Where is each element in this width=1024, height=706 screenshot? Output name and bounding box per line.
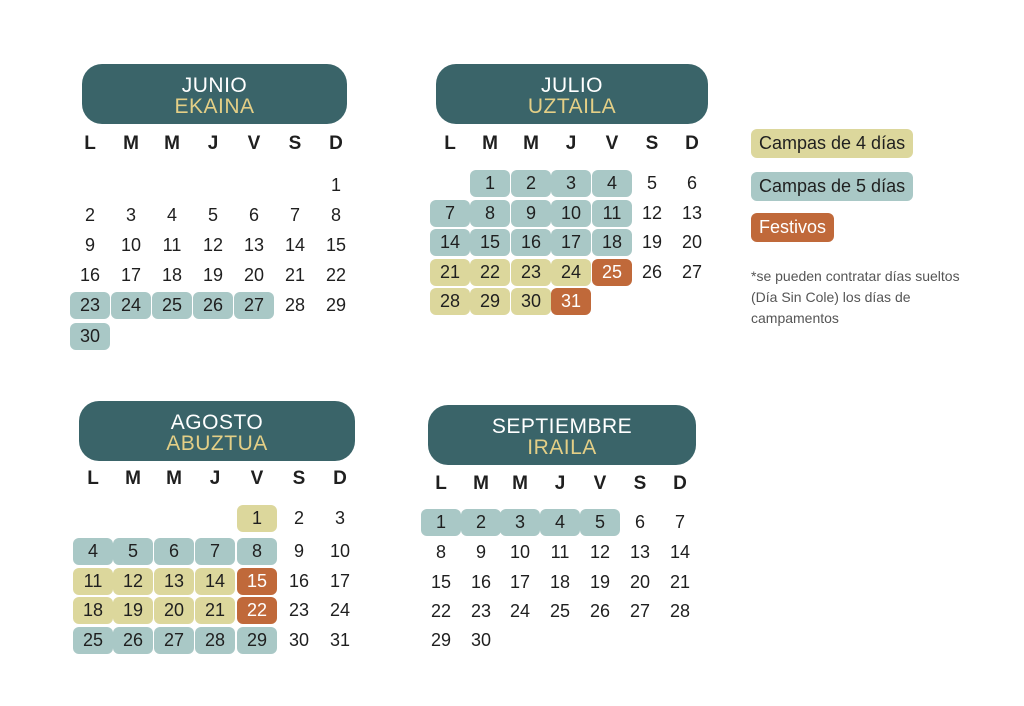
calendar-day: 20 (681, 232, 703, 252)
weekday-label: J (554, 473, 566, 494)
calendar-day: 5 (113, 538, 153, 565)
calendar-day: 10 (509, 542, 531, 562)
calendar-day: 28 (284, 295, 306, 315)
calendar-day: 18 (161, 265, 183, 285)
calendar-day: 6 (248, 205, 259, 225)
weekday-label: V (605, 133, 619, 154)
calendar-day: 10 (329, 541, 351, 561)
calendar-day: 27 (681, 262, 703, 282)
calendar-day: 17 (329, 571, 351, 591)
calendar-day: 7 (674, 512, 685, 532)
calendar-day: 13 (243, 235, 265, 255)
calendar-day: 27 (154, 627, 194, 654)
calendar-day: 11 (162, 235, 182, 255)
calendar-day: 28 (430, 288, 470, 315)
calendar-day: 14 (195, 568, 235, 595)
calendar-day: 2 (293, 508, 304, 528)
calendar-day: 15 (325, 235, 347, 255)
calendar-day: 8 (237, 538, 277, 565)
calendar-day: 11 (73, 568, 113, 595)
calendar-day: 24 (509, 601, 531, 621)
calendar-day: 4 (166, 205, 177, 225)
calendar-day: 25 (152, 292, 192, 319)
calendar-day: 5 (207, 205, 218, 225)
month-name-basque: ABUZTUA (166, 432, 268, 455)
calendar-day: 12 (113, 568, 153, 595)
calendar-day: 6 (634, 512, 645, 532)
calendar-day: 9 (84, 235, 95, 255)
calendar-day: 10 (551, 200, 591, 227)
weekday-label: M (523, 133, 539, 154)
month-name-basque: EKAINA (174, 95, 255, 118)
calendar-day: 22 (430, 601, 452, 621)
calendar-day: 31 (551, 288, 591, 315)
calendar-day: 13 (154, 568, 194, 595)
calendar-day: 24 (551, 259, 591, 286)
weekday-label: M (166, 468, 182, 489)
month-name-basque: IRAILA (527, 436, 597, 459)
weekday-label: L (87, 468, 99, 489)
weekday-label: D (333, 468, 347, 489)
calendar-day: 8 (470, 200, 510, 227)
calendar-day: 4 (73, 538, 113, 565)
calendar-day: 16 (79, 265, 101, 285)
legend-campas-5: Campas de 5 días (751, 172, 913, 201)
calendar-day: 21 (195, 597, 235, 624)
calendar-day: 3 (334, 508, 345, 528)
weekday-label: V (247, 133, 261, 154)
month-name: AGOSTO (170, 411, 264, 434)
calendar-day: 11 (592, 200, 632, 227)
calendar-day: 12 (589, 542, 611, 562)
weekday-label: S (292, 468, 306, 489)
calendar-day: 18 (592, 229, 632, 256)
calendar-day: 19 (589, 572, 611, 592)
calendar-day: 15 (470, 229, 510, 256)
weekday-label: J (209, 468, 221, 489)
month-name: JUNIO (181, 74, 248, 97)
calendar-day: 9 (293, 541, 304, 561)
legend-campas-4: Campas de 4 días (751, 129, 913, 158)
calendar-day: 21 (284, 265, 306, 285)
calendar-day: 23 (288, 600, 310, 620)
calendar-day: 28 (195, 627, 235, 654)
calendar-day: 19 (641, 232, 663, 252)
calendar-day: 8 (330, 205, 341, 225)
weekday-label: M (512, 473, 528, 494)
weekday-label: V (250, 468, 264, 489)
calendar-day: 8 (435, 542, 446, 562)
calendar-day: 31 (329, 630, 351, 650)
weekday-label: D (673, 473, 687, 494)
weekday-label: L (444, 133, 456, 154)
calendar-day: 4 (592, 170, 632, 197)
calendar-day: 13 (681, 203, 703, 223)
calendar-day: 15 (237, 568, 277, 595)
calendar-day: 19 (202, 265, 224, 285)
calendar-day: 16 (288, 571, 310, 591)
calendar-day: 30 (70, 323, 110, 350)
calendar-day: 25 (592, 259, 632, 286)
calendar-day: 14 (669, 542, 691, 562)
calendar-day: 4 (540, 509, 580, 536)
calendar-day: 27 (629, 601, 651, 621)
calendar-day: 6 (686, 173, 697, 193)
calendar-day: 17 (509, 572, 531, 592)
weekday-label: L (435, 473, 447, 494)
calendar-day: 25 (73, 627, 113, 654)
calendar-day: 17 (120, 265, 142, 285)
weekday-label: M (482, 133, 498, 154)
calendar-day: 3 (500, 509, 540, 536)
month-header (436, 64, 708, 124)
calendar-day: 20 (154, 597, 194, 624)
calendar-day: 21 (669, 572, 691, 592)
calendar-day: 27 (234, 292, 274, 319)
calendar-day: 12 (202, 235, 224, 255)
weekday-label: V (593, 473, 607, 494)
calendar-day: 26 (641, 262, 663, 282)
calendar-day: 30 (511, 288, 551, 315)
month-header (428, 405, 696, 465)
calendar-day: 3 (125, 205, 136, 225)
calendar-day: 18 (73, 597, 113, 624)
month-header (79, 401, 355, 461)
weekday-label: M (473, 473, 489, 494)
legend-festivos: Festivos (751, 213, 834, 242)
calendar-day: 20 (629, 572, 651, 592)
calendar-day: 14 (430, 229, 470, 256)
weekday-label: S (633, 473, 647, 494)
calendar-day: 29 (237, 627, 277, 654)
calendar-day: 1 (237, 505, 277, 532)
calendar-day: 2 (84, 205, 95, 225)
month-name-basque: UZTAILA (527, 95, 617, 118)
calendar-day: 23 (470, 601, 492, 621)
calendar-day: 26 (589, 601, 611, 621)
calendar-day: 20 (243, 265, 265, 285)
weekday-label: D (329, 133, 343, 154)
calendar-day: 6 (154, 538, 194, 565)
calendar-day: 15 (430, 572, 452, 592)
calendar-day: 28 (669, 601, 691, 621)
calendar-day: 19 (113, 597, 153, 624)
month-name: SEPTIEMBRE (491, 415, 633, 438)
calendar-day: 9 (511, 200, 551, 227)
month-header (82, 64, 347, 124)
weekday-label: J (565, 133, 577, 154)
weekday-label: S (645, 133, 659, 154)
calendar-day: 1 (330, 175, 341, 195)
calendar-day: 21 (430, 259, 470, 286)
calendar-day: 5 (646, 173, 657, 193)
calendar-day: 30 (288, 630, 310, 650)
calendar-day: 7 (430, 200, 470, 227)
calendar-day: 5 (580, 509, 620, 536)
calendar-day: 22 (325, 265, 347, 285)
calendar-day: 1 (421, 509, 461, 536)
calendar-day: 2 (511, 170, 551, 197)
calendar-day: 25 (549, 601, 571, 621)
calendar-day: 2 (461, 509, 501, 536)
weekday-label: D (685, 133, 699, 154)
calendar-day: 17 (551, 229, 591, 256)
weekday-label: M (125, 468, 141, 489)
calendar-day: 24 (111, 292, 151, 319)
calendar-day: 29 (325, 295, 347, 315)
calendar-day: 3 (551, 170, 591, 197)
calendar-day: 26 (193, 292, 233, 319)
calendar-day: 1 (470, 170, 510, 197)
calendar-day: 18 (549, 572, 571, 592)
calendar-day: 29 (430, 630, 452, 650)
calendar-day: 22 (470, 259, 510, 286)
calendar-day: 24 (329, 600, 351, 620)
calendar-day: 14 (284, 235, 306, 255)
weekday-label: L (84, 133, 96, 154)
calendar-day: 16 (511, 229, 551, 256)
weekday-label: M (123, 133, 139, 154)
calendar-day: 7 (195, 538, 235, 565)
calendar-day: 26 (113, 627, 153, 654)
calendar-day: 9 (475, 542, 486, 562)
weekday-label: J (207, 133, 219, 154)
calendar-day: 7 (289, 205, 300, 225)
legend-note: *se pueden contratar días sueltos (Día Sin Cole) los días de campamentos (751, 268, 960, 326)
calendar-day: 12 (641, 203, 663, 223)
calendar-day: 11 (550, 542, 570, 562)
calendar-day: 23 (511, 259, 551, 286)
calendar-day: 16 (470, 572, 492, 592)
calendar-day: 22 (237, 597, 277, 624)
weekday-label: M (164, 133, 180, 154)
calendar-day: 30 (470, 630, 492, 650)
calendar-day: 23 (70, 292, 110, 319)
calendar-day: 13 (629, 542, 651, 562)
calendar-day: 10 (120, 235, 142, 255)
weekday-label: S (288, 133, 302, 154)
calendar-day: 29 (470, 288, 510, 315)
month-name: JULIO (540, 74, 603, 97)
